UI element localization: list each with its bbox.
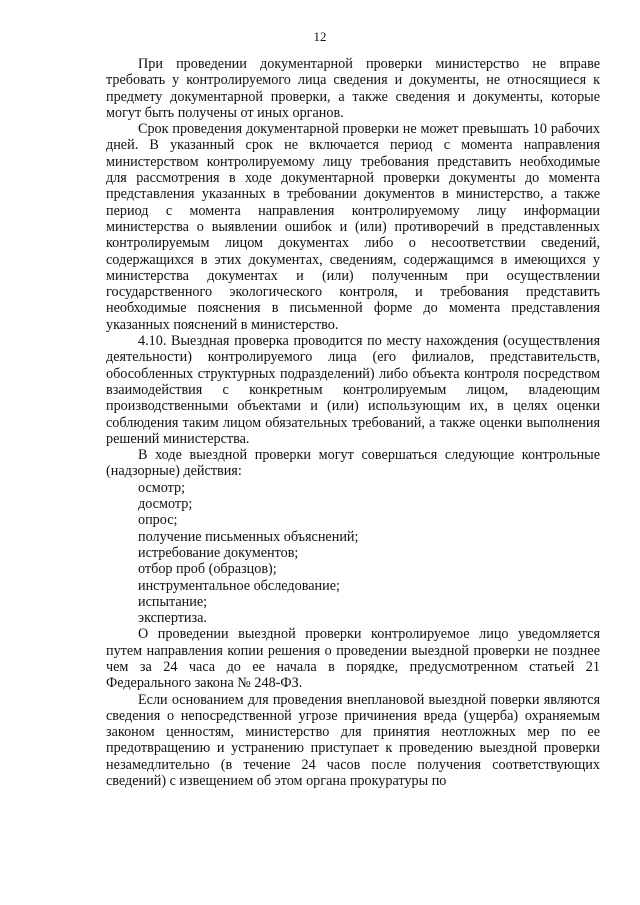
paragraph-onsite-notification: О проведении выездной проверки контролируемое лицо уведомляется путем направления копии решения о проведении выездной проверки не позднее чем за 24 часа до ее начала в порядке, предусмотренном статьей 21 Федерального закона № 248-ФЗ.	[106, 626, 600, 692]
list-item: опрос;	[138, 512, 178, 529]
list-item: осмотр;	[138, 479, 186, 496]
list-item: испытание;	[138, 593, 208, 610]
control-actions-list	[106, 480, 600, 627]
paragraph-documentary-check-restrictions: При проведении документарной проверки министерство не вправе требовать у контролируемого лица сведения и документы, не относящиеся к предмету документарной проверки, а также сведения и документы, которые могут быть получены от иных органов.	[106, 56, 600, 121]
list-item: досмотр;	[138, 496, 193, 513]
list-item: отбор проб (образцов);	[138, 561, 277, 578]
paragraph-onsite-inspection-definition: 4.10. Выездная проверка проводится по месту нахождения (осуществления деятельности) контролируемого лица (его филиалов, представительств, обособленных структурных подразделений) либо объекта контроля посредством взаимодействия с конкретным контролируемым лицом, владеющим производственными объектами и (или) использующим их, в целях оценки соблюдения таким лицом обязательных требований, а также оценки выполнения решений министерства.	[106, 333, 600, 447]
page-number: 12	[313, 29, 327, 44]
paragraph-documentary-check-duration: Срок проведения документарной проверки не может превышать 10 рабочих дней. В указанный срок не включается период с момента направления министерством контролируемому лицу требования представить необходимые для рассмотрения в ходе документарной проверки документы до момента представления указанных в требовании документов в министерство, а также период с момента направления контролируемому лицу информации министерства о выявлении ошибок и (или) противоречий в представленных контролируемым лицом документах либо о несоответствии сведений, содержащихся в этих документах, сведениям, содержащимся в имеющихся у министерства документах и (или) полученным при осуществлении государственного экологического контроля, и требования представить необходимые пояснения в письменной форме до момента представления указанных пояснений в министерство.	[106, 121, 600, 333]
list-item: экспертиза.	[138, 610, 207, 627]
list-item: истребование документов;	[138, 544, 299, 561]
document-body	[106, 56, 600, 789]
list-item: получение письменных объяснений;	[138, 528, 359, 545]
paragraph-unscheduled-inspection: Если основанием для проведения внеплановой выездной поверки являются сведения о непосредственной угрозе причинения вреда (ущерба) охраняемым законом ценностям, министерство для принятия неотложных мер по ее предотвращению и устранению приступает к проведению выездной проверки незамедлительно (в течение 24 часов после получения соответствующих сведений) с извещением об этом органа прокуратуры по	[106, 691, 600, 790]
list-item: инструментальное обследование;	[138, 577, 340, 594]
paragraph-onsite-actions-intro: В ходе выездной проверки могут совершаться следующие контрольные (надзорные) действия:	[106, 447, 600, 480]
